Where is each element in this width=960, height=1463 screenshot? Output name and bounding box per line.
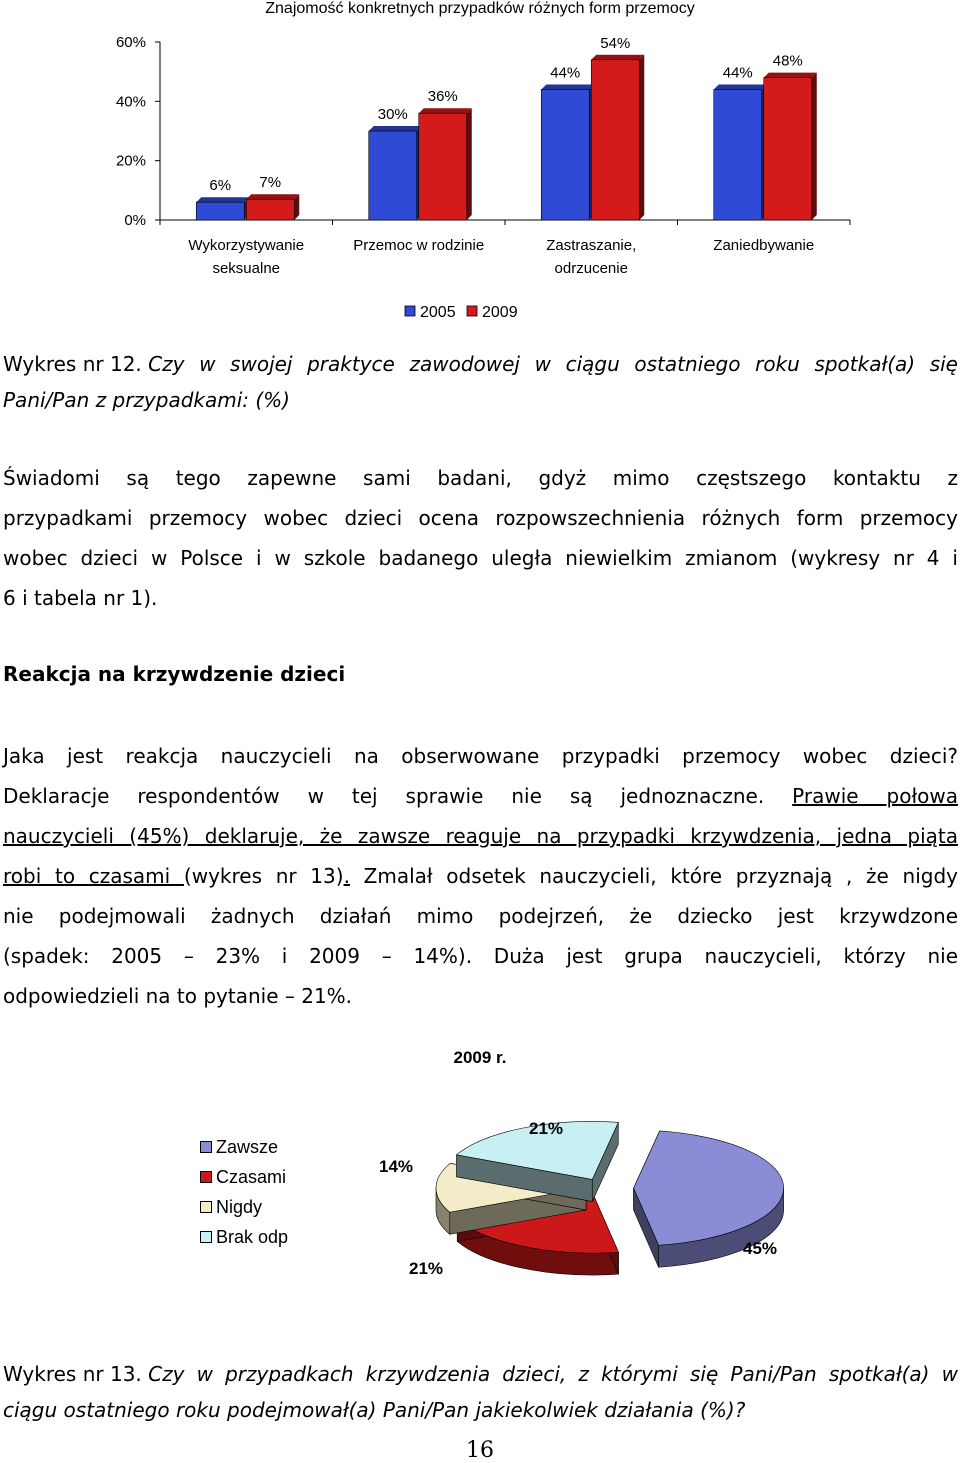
bar-face xyxy=(541,89,589,220)
pie-legend xyxy=(200,1132,288,1252)
legend-swatch xyxy=(200,1141,212,1153)
bar-2005 xyxy=(541,84,594,220)
paragraph-line xyxy=(3,776,958,816)
paragraph-reaction xyxy=(3,736,958,1016)
paragraph-line xyxy=(3,856,958,896)
caption-13-prefix: Wykres nr 13. xyxy=(3,1362,149,1386)
legend-label: Zawsze xyxy=(216,1136,279,1157)
pie-value-label: 45% xyxy=(742,1239,778,1258)
bar-side xyxy=(639,55,644,220)
x-category-label: Wykorzystywanie xyxy=(188,237,305,254)
paragraph-line: nie podejmowali żadnych działań mimo podejrzeń, że dziecko jest krzywdzone xyxy=(3,904,958,928)
underlined-text: . xyxy=(343,864,350,888)
caption-12-prefix: Wykres nr 12. xyxy=(3,352,149,376)
caption-13-question-cont: ciągu ostatniego roku podejmował(a) Pani/Pan jakiekolwiek działania (%)? xyxy=(3,1398,746,1422)
bar-2009 xyxy=(246,194,299,220)
pie-chart-title: 2009 r. xyxy=(453,1048,507,1067)
legend-label: 2009 xyxy=(482,304,518,321)
figure-caption-12 xyxy=(3,346,958,418)
legend-item xyxy=(200,1192,288,1222)
text-run: (wykres nr 13) xyxy=(183,864,344,888)
paragraph-awareness xyxy=(3,458,958,618)
bar-face xyxy=(591,60,639,220)
bar-legend xyxy=(405,304,518,321)
legend-swatch xyxy=(200,1171,212,1183)
bar-top xyxy=(591,55,644,60)
paragraph-line: przypadkami przemocy wobec dzieci ocena rozpowszechnienia różnych form przemocy xyxy=(3,506,958,530)
legend-item xyxy=(200,1222,288,1252)
pie-value-label: 21% xyxy=(408,1259,444,1278)
legend-label: Nigdy xyxy=(216,1196,263,1217)
bar-chart-title: Znajomość konkretnych przypadków różnych form przemocy xyxy=(265,0,695,17)
x-category-label: Zastraszanie, xyxy=(546,237,637,254)
bar-chart xyxy=(0,18,960,328)
figure-caption-13 xyxy=(3,1356,958,1428)
paragraph-line: Jaka jest reakcja nauczycieli na obserwowane przypadki przemocy wobec dzieci? xyxy=(3,744,958,768)
text-run: Deklaracje respondentów w tej sprawie nie są jednoznaczne. xyxy=(3,784,793,808)
bar-side xyxy=(812,73,817,220)
bar-value-label: 30% xyxy=(377,106,408,123)
x-category-label: Zaniedbywanie xyxy=(713,237,815,254)
caption-12-question-cont: Pani/Pan z przypadkami: (%) xyxy=(3,388,290,412)
bar-top xyxy=(419,108,472,113)
paragraph-line: wobec dzieci w Polsce i w szkole badanego uległa niewielkim zmianom (wykresy nr 4 i xyxy=(3,546,958,570)
page-number: 16 xyxy=(466,1438,494,1463)
bar-2009 xyxy=(764,73,817,220)
paragraph-line: 6 i tabela nr 1). xyxy=(3,586,158,610)
legend-swatch xyxy=(200,1201,212,1213)
caption-13-question: Czy w przypadkach krzywdzenia dzieci, z którymi się Pani/Pan spotkał(a) w xyxy=(148,1362,958,1386)
legend-item xyxy=(200,1132,288,1162)
legend-label: 2005 xyxy=(420,304,456,321)
x-category-label: seksualne xyxy=(212,260,281,277)
bar-face xyxy=(196,202,244,220)
section-heading: Reakcja na krzywdzenie dzieci xyxy=(3,662,346,686)
underlined-text: robi to czasami xyxy=(3,864,184,888)
bar-value-label: 7% xyxy=(259,174,282,192)
bar-value-label: 48% xyxy=(772,52,803,70)
x-category-label: Przemoc w rodzinie xyxy=(353,237,485,254)
bar-side xyxy=(467,108,472,220)
x-category-label: odrzucenie xyxy=(554,260,628,277)
legend-swatch xyxy=(405,306,415,316)
bar-face xyxy=(764,78,812,220)
bar-2005 xyxy=(369,126,422,220)
bar-value-label: 54% xyxy=(600,34,631,52)
pie-value-label: 21% xyxy=(528,1119,564,1138)
bar-top xyxy=(196,197,249,202)
text-run: Zmalał odsetek nauczycieli, które przyznają , że nigdy xyxy=(349,864,959,888)
bar-value-label: 6% xyxy=(209,177,232,195)
paragraph-line: (spadek: 2005 – 23% i 2009 – 14%). Duża jest grupa nauczycieli, którzy nie xyxy=(3,944,958,968)
paragraph-line: Świadomi są tego zapewne sami badani, gdyż mimo częstszego kontaktu z xyxy=(3,466,958,490)
paragraph-line: odpowiedzieli na to pytanie – 21%. xyxy=(3,984,353,1008)
bar-top xyxy=(541,84,594,89)
underlined-text: Prawie połowa xyxy=(792,784,959,808)
legend-swatch xyxy=(200,1231,212,1243)
pie-value-label: 14% xyxy=(378,1157,414,1176)
bar-top xyxy=(246,194,299,199)
y-tick-label: 40% xyxy=(115,93,146,111)
bar-face xyxy=(246,199,294,220)
bar-top xyxy=(369,126,422,131)
bar-2009 xyxy=(591,55,644,220)
bar-face xyxy=(419,113,467,220)
y-tick-label: 60% xyxy=(115,34,146,51)
bar-face xyxy=(714,89,762,220)
pie-chart xyxy=(360,1110,800,1290)
bar-2005 xyxy=(196,197,249,220)
legend-item xyxy=(200,1162,288,1192)
caption-12-question: Czy w swojej praktyce zawodowej w ciągu ostatniego roku spotkał(a) się xyxy=(148,352,958,376)
bar-top xyxy=(764,73,817,78)
bar-2005 xyxy=(714,84,767,220)
bar-value-label: 36% xyxy=(427,88,458,106)
legend-label: Brak odp xyxy=(216,1226,289,1247)
y-tick-label: 0% xyxy=(124,212,146,229)
bar-face xyxy=(369,131,417,220)
bar-value-label: 44% xyxy=(722,64,753,82)
bar-2009 xyxy=(419,108,472,220)
paragraph-line: nauczycieli (45%) deklaruje, że zawsze reaguje na przypadki krzywdzenia, jedna piąta xyxy=(3,824,958,848)
legend-swatch xyxy=(467,306,477,316)
bar-top xyxy=(714,84,767,89)
legend-label: Czasami xyxy=(216,1166,287,1187)
bar-value-label: 44% xyxy=(550,64,581,82)
y-tick-label: 20% xyxy=(115,152,146,170)
